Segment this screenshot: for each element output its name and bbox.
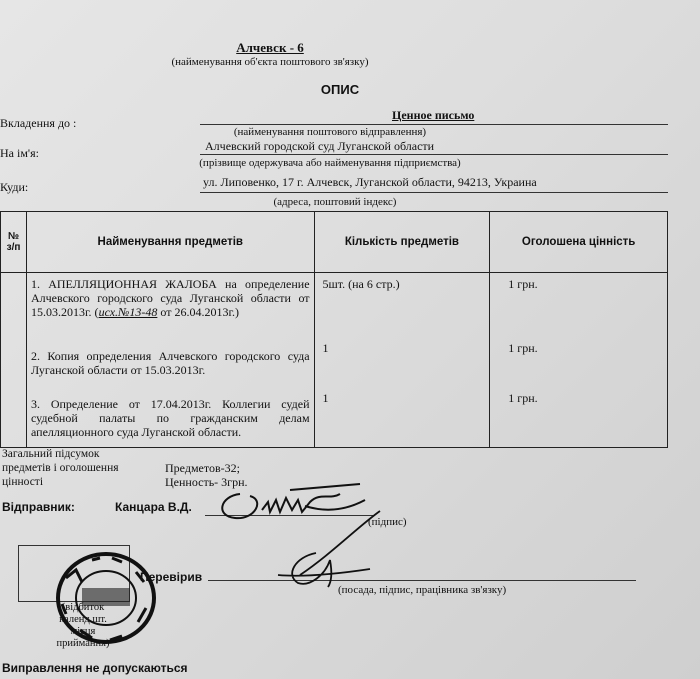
checked-caption: (посада, підпис, працівника зв'язку): [338, 584, 507, 596]
items-total: Предметов-32;: [165, 461, 240, 475]
footer-note: Виправлення не допускаються: [2, 661, 188, 675]
value-total: Ценность- 3грн.: [165, 475, 248, 489]
where-label: Куди:: [0, 180, 29, 194]
sender-label: Відправник:: [2, 500, 75, 514]
item-2-value: 1 грн.: [508, 341, 538, 355]
post-office-name: Алчевск - 6: [236, 40, 304, 55]
attach-caption: (найменування поштового відправлення): [233, 126, 427, 138]
item-1-qty: 5шт. (на 6 стр.): [322, 277, 400, 291]
table-row: [1, 273, 668, 448]
item-3-qty: 1: [322, 391, 329, 405]
sender-name: Канцара В.Д.: [115, 500, 192, 514]
header-item-name: Найменування предметів: [26, 212, 314, 273]
attach-label: Вкладення до :: [0, 116, 77, 130]
document-title: ОПИС: [320, 82, 360, 97]
item-2-text: 2. Копия определения Алчевского городского суда Луганской области от 15.03.2013г.: [30, 349, 310, 377]
item-3-text: 3. Определение от 17.04.2013г. Коллегии судей судебной палаты по гражданским делам апелляционного суда Луганской области.: [30, 397, 310, 439]
item-1-value: 1 грн.: [508, 277, 538, 291]
post-office-caption: (найменування об'єкта поштового зв'язку): [171, 56, 369, 68]
items-cell: [26, 273, 314, 448]
recipient-name: Алчевский городской суд Луганской области: [205, 139, 435, 153]
recipient-address: ул. Липовенко, 17 г. Алчевск, Луганской области, 94213, Украина: [203, 175, 537, 189]
item-3-value: 1 грн.: [508, 391, 538, 405]
header-number: № з/п: [1, 212, 27, 273]
name-label: На ім'я:: [0, 146, 39, 160]
row-number-cell: [1, 273, 27, 448]
stamp-caption: (відбиток календ.шт. місця приймання): [56, 602, 110, 649]
attach-value: Ценное письмо: [392, 108, 475, 122]
header-declared-value: Оголошена цінність: [490, 212, 668, 273]
recipient-caption: (прізвище одержувача або найменування підприємства): [199, 157, 461, 169]
item-1-text: 1. АПЕЛЛЯЦИОННАЯ ЖАЛОБА на определение Алчевского городского суда Луганской области от 15.03.2013г. (исх.№13-48 от 26.04.2013г.): [30, 277, 310, 319]
table-header-row: [1, 212, 668, 273]
checker-signature: [270, 505, 390, 590]
items-table: [0, 211, 668, 448]
quantity-cell: [314, 273, 490, 448]
value-cell: [490, 273, 668, 448]
sender-signature-caption: (підпис): [368, 516, 407, 528]
item-2-qty: 1: [322, 341, 329, 355]
address-caption: (адреса, поштовий індекс): [273, 196, 397, 208]
checked-label: Перевірив: [140, 570, 203, 584]
summary-label: Загальний підсумок предметів і оголошення цінності: [2, 448, 119, 488]
header-quantity: Кількість предметів: [314, 212, 490, 273]
